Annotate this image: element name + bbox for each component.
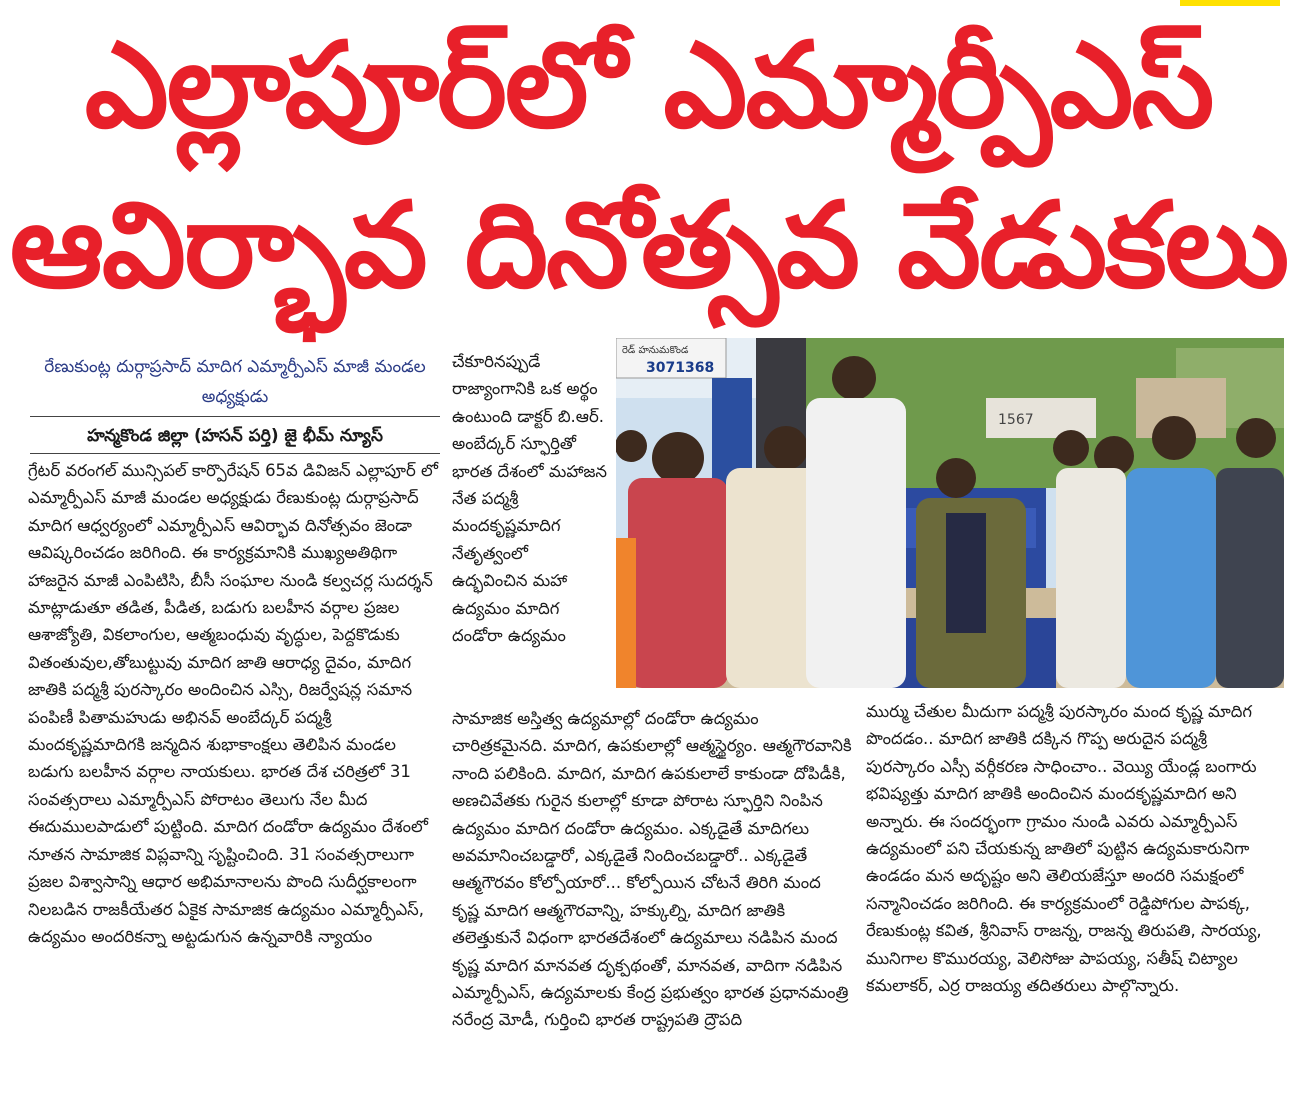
headline-line-2: ఆవిర్భావ దినోత్సవ వేడుకలు <box>9 176 1288 314</box>
byline-subtitle: రేణుకుంట్ల దుర్గాప్రసాద్ మాదిగ ఎమ్మార్పీఎస్ మాజీ మండల అధ్యక్షుడు <box>44 357 426 407</box>
photo-sign-text: రెడ్ హనుమకొండ <box>622 345 689 356</box>
column-3-text: సామాజిక అస్తిత్వ ఉద్యమాల్లో దండోరా ఉద్యమం చారిత్రకమైనది. మాదిగ, ఉపకులాల్లో ఆత్మస్థైర్యం. ఆత్మగౌరవానికి నాంది పలికింది. మాదిగ, మాదిగ ఉపకులాలే కాకుండా దోపిడీకి, అణచివేతకు గురైన కులాల్లో కూడా పోరాట స్ఫూర్తిని నింపిన ఉద్యమం మాదిగ దండోరా ఉద్యమం. ఎక్కడైతే మాదిగలు అవమానించబడ్డారో, ఎక్కడైతే నిందించబడ్డారో.. ఎక్కడైతే ఆత్మగౌరవం కోల్పోయారో... కోల్పోయిన చోటనే తిరిగి మంద కృష్ణ మాదిగ ఆత్మగౌరవాన్ని, హక్కుల్ని, మాదిగ జాతికి తలెత్తుకునే విధంగా భారతదేశంలో ఉద్యమాలు నడిపిన మంద కృష్ణ మాదిగ మానవత దృక్పథంతో, మానవత, వాదిగా నడిపిన ఎమ్మార్పీఎస్, ఉద్యమాలకు కేంద్ర ప్రభుత్వం భారత ప్రధానమంత్రి నరేంద్ర మోడీ, గుర్తించి భారత రాష్ట్రపతి ద్రౌపది <box>452 709 852 1030</box>
headline-line-1: ఎల్లాపూర్‌లో ఎమ్మార్పీఎస్ <box>84 16 1213 154</box>
column-4-text: ముర్ము చేతుల మీదుగా పద్మశ్రీ పురస్కారం మంద కృష్ణ మాదిగ పొందడం.. మాదిగ జాతికి దక్కిన గొప్ప అరుదైన పద్మశ్రీ పురస్కారం ఎస్సీ వర్గీకరణ సాధించాం.. వెయ్యి యేండ్ల బంగారు భవిష్యత్తు మాదిగ జాతికి అందించిన మందకృష్ణమాదిగ అని అన్నారు. ఈ సందర్భంగా గ్రామం నుండి ఎవరు ఎమ్మార్పీఎస్ ఉద్యమంలో పని చేయకున్న జాతిలో పుట్టిన ఉద్యమకారునిగా ఉండడం మన అదృష్టం అని తెలియజేస్తూ అందరి సమక్షంలో సన్మానించడం జరిగింది. ఈ కార్యక్రమంలో రెడ్డిపోగుల పాపక్క, రేణుకుంట్ల కవిత, శ్రీనివాస్ రాజన్న, రాజన్న తిరుపతి, సారయ్య, మునిగాల కొమురయ్య, వెలిసోజు పాపయ్య, సతీష్ చిట్యాల కమలాకర్, ఎర్ర రాజయ్య తదితరులు పాల్గొన్నారు. <box>866 702 1262 996</box>
article-column-1 <box>28 457 442 950</box>
article-column-2 <box>452 348 608 649</box>
photo-sign-number: 3071368 <box>646 360 715 376</box>
article-column-3 <box>452 705 852 1034</box>
byline <box>30 352 440 454</box>
byline-place: హన్మకొండ జిల్లా (హసన్ పర్తి) జై భీమ్ న్యూస్ <box>87 426 383 446</box>
photo-wall-number: 1567 <box>998 412 1034 428</box>
byline-divider-bottom <box>30 453 440 454</box>
event-photo <box>616 338 1284 688</box>
column-2-text: చేకూరినప్పుడే రాజ్యాంగానికి ఒక అర్థం ఉంటుంది డాక్టర్ బి.ఆర్. అంబేద్కర్ స్ఫూర్తితో భారత దేశంలో మహాజన నేత పద్మశ్రీ మందకృష్ణమాదిగ నేతృత్వంలో ఉద్భవించిన మహా ఉద్యమం మాదిగ దండోరా ఉద్యమం <box>452 352 608 646</box>
byline-divider <box>30 416 440 417</box>
column-1-text: గ్రేటర్ వరంగల్ మున్సిపల్ కార్పొరేషన్ 65వ డివిజన్ ఎల్లాపూర్ లో ఎమ్మార్పీఎస్ మాజీ మండల అధ్యక్షుడు రేణుకుంట్ల దుర్గాప్రసాద్ మాదిగ ఆధ్వర్యంలో ఎమ్మార్పీఎస్ ఆవిర్భావ దినోత్సవం జెండా ఆవిష్కరించడం జరిగింది. ఈ కార్యక్రమానికి ముఖ్యఅతిథిగా హాజరైన మాజీ ఎంపిటిసి, బీసీ సంఘాల నుండి కల్వచర్ల సుదర్శన్ మాట్లాడుతూ తడిత, పీడిత, బడుగు బలహీన వర్గాల ప్రజల ఆశాజ్యోతి, వికలాంగుల, ఆత్మబంధువు వృద్ధుల, పెద్దకొడుకు వితంతువుల,తోబుట్టువు మాదిగ జాతి ఆరాధ్య దైవం, మాదిగ జాతికి పద్మశ్రీ పురస్కారం అందించిన ఎస్సి, రిజర్వేషన్ల సమాన పంపిణీ పితామహుడు అభినవ్ అంబేద్కర్ పద్మశ్రీ మందకృష్ణమాదిగకి జన్మదిన శుభాకాంక్షలు తెలిపిన మండల బడుగు బలహీన వర్గాల నాయకులు. భారత దేశ చరిత్రలో 31 సంవత్సరాలు ఎమ్మార్పీఎస్ పోరాటం తెలుగు నేల మీద ఈదుములపాడులో పుట్టింది. మాదిగ దండోరా ఉద్యమం దేశంలో నూతన సామాజిక విప్లవాన్ని సృష్టించింది. 31 సంవత్సరాలుగా ప్రజల విశ్వాసాన్ని ఆధార అభిమానాలను పొంది సుదీర్ఘకాలంగా నిలబడిన రాజకీయేతర ఏకైక సామాజిక ఉద్యమం ఎమ్మార్పీఎస్, ఉద్యమం అందరికన్నా అట్టడుగున ఉన్నవారికి న్యాయం <box>28 461 438 946</box>
corner-tag <box>1180 0 1280 6</box>
article-column-4 <box>866 698 1276 999</box>
event-photo-illustration <box>616 338 1284 688</box>
